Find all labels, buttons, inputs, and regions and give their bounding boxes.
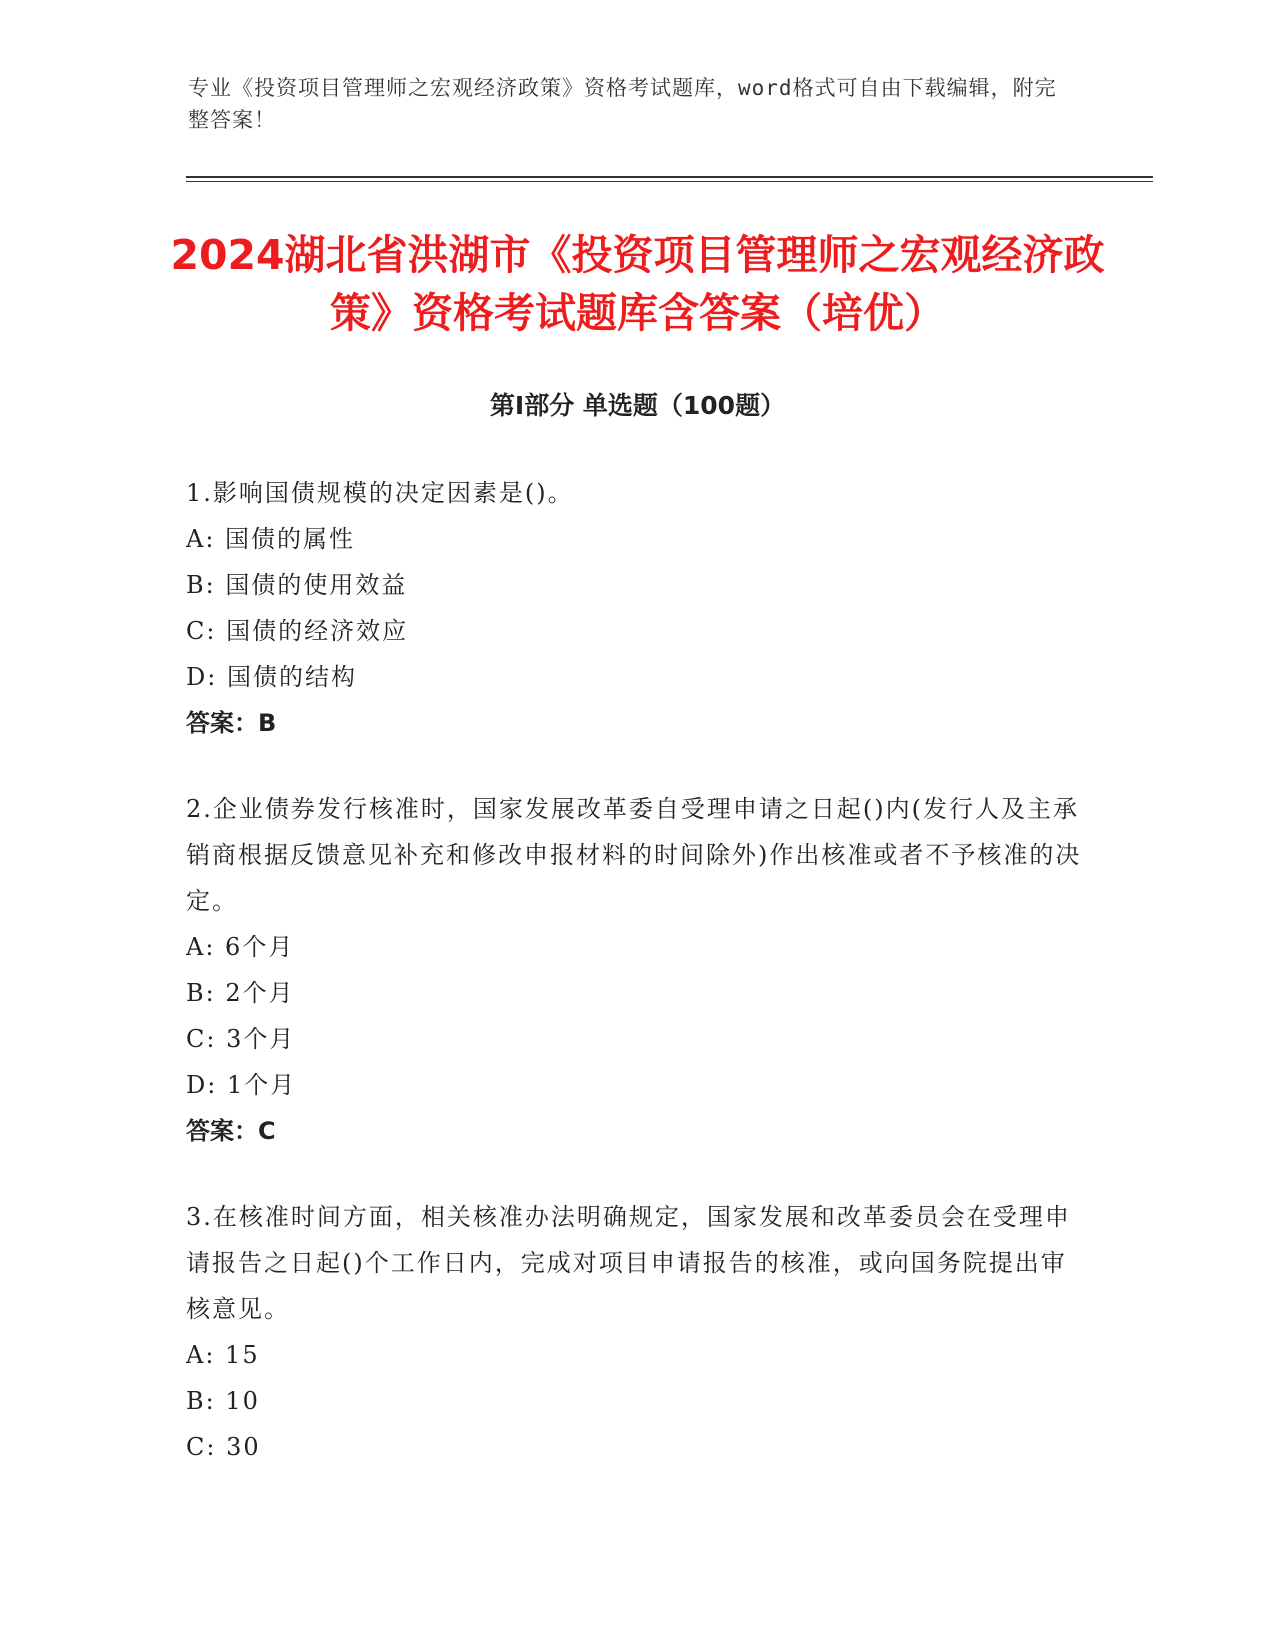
- option-b: B: 2个月: [186, 979, 295, 1007]
- header-rule-thin: [186, 181, 1153, 182]
- option-a: A: 15: [186, 1341, 260, 1369]
- option-a: A: 6个月: [186, 933, 295, 961]
- section-title: 第I部分 单选题（100题）: [489, 391, 786, 420]
- question-stem: 2.企业债券发行核准时，国家发展改革委自受理申请之日起()内(发行人及主承销商根据反馈意见补充和修改申报材料的时间除外)作出核准或者不予核准的决定。: [186, 795, 1082, 915]
- option-d: D: 国债的结构: [186, 663, 357, 691]
- question-1: [186, 470, 1086, 746]
- option-d: D: 1个月: [186, 1071, 297, 1099]
- document-title: 2024湖北省洪湖市《投资项目管理师之宏观经济政策》资格考试题库含答案（培优）: [170, 231, 1105, 337]
- option-c: C: 30: [186, 1433, 261, 1461]
- option-a: A: 国债的属性: [186, 525, 356, 553]
- question-3: [186, 1194, 1086, 1470]
- option-b: B: 国债的使用效益: [186, 571, 408, 599]
- question-stem: 1.影响国债规模的决定因素是()。: [186, 479, 574, 507]
- option-c: C: 国债的经济效应: [186, 617, 409, 645]
- answer: 答案：C: [186, 1117, 276, 1145]
- question-list: [186, 470, 1086, 1510]
- question-stem: 3.在核准时间方面，相关核准办法明确规定，国家发展和改革委员会在受理申请报告之日起()个工作日内，完成对项目申请报告的核准，或向国务院提出审核意见。: [186, 1203, 1071, 1323]
- header-rule: [186, 176, 1153, 178]
- option-c: C: 3个月: [186, 1025, 296, 1053]
- question-2: [186, 786, 1086, 1154]
- answer: 答案：B: [186, 709, 277, 737]
- option-b: B: 10: [186, 1387, 260, 1415]
- header-note: 专业《投资项目管理师之宏观经济政策》资格考试题库，word格式可自由下载编辑，附完整答案！: [188, 76, 1057, 132]
